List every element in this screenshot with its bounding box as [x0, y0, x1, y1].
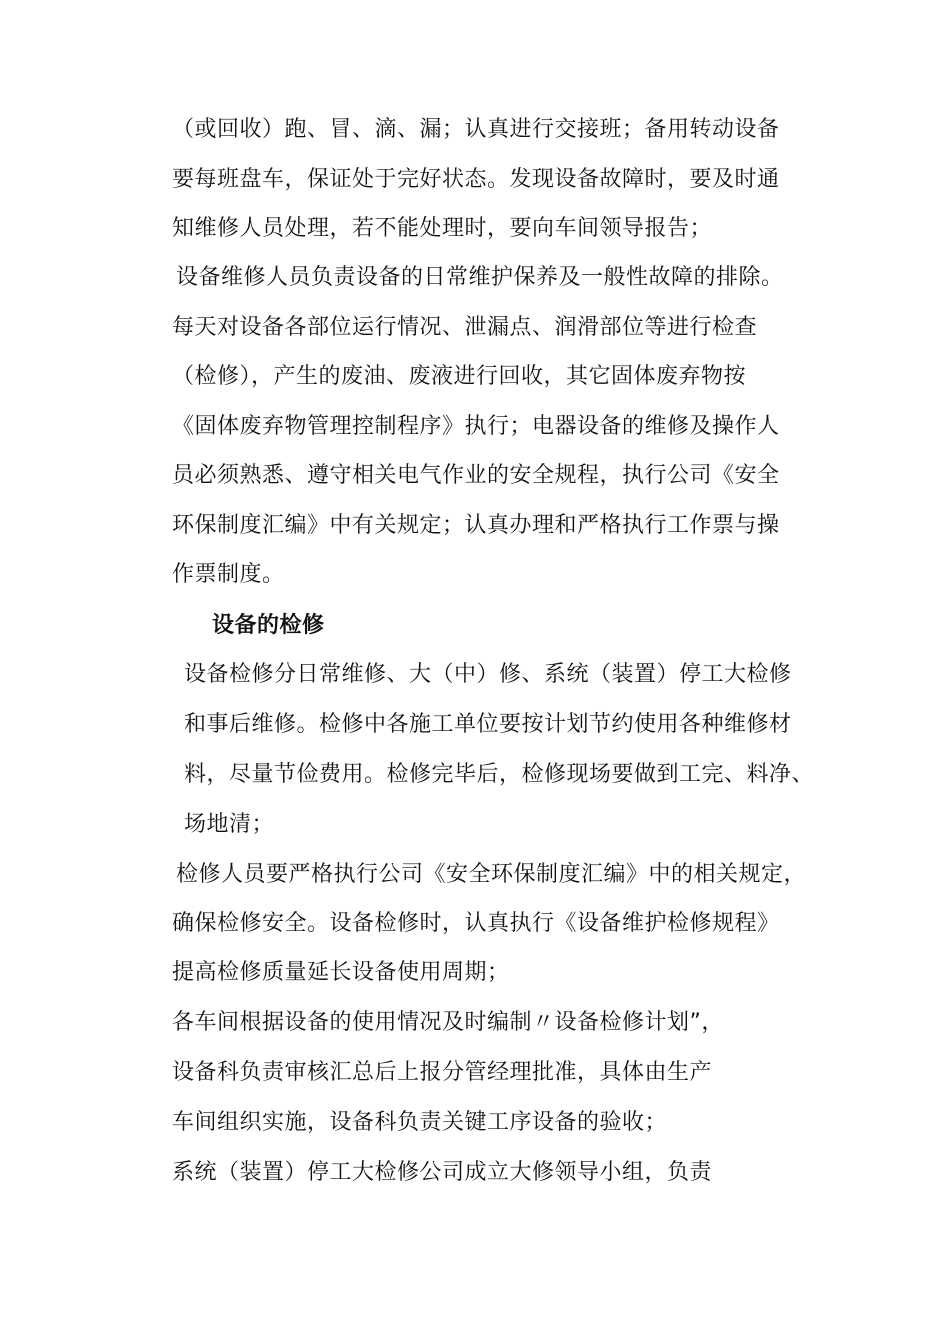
text-line: 作票制度。: [172, 562, 285, 587]
text-line: 设备检修分日常维修、大（中）修、系统（装置）停工大检修: [184, 662, 792, 687]
text-line: 检修人员要严格执行公司《安全环保制度汇编》中的相关规定，: [176, 862, 807, 887]
text-line: 车间组织实施，设备科负责关键工序设备的验收；: [172, 1110, 668, 1135]
text-line: 各车间根据设备的使用情况及时编制〃设备检修计划”，: [172, 1010, 724, 1035]
text-line: 知维修人员处理，若不能处理时，要向车间领导报告；: [172, 216, 713, 241]
text-line: 场地清；: [184, 812, 275, 837]
text-line: （或回收）跑、冒、滴、漏；认真进行交接班；备用转动设备: [172, 117, 780, 142]
text-line: 要每班盘车，保证处于完好状态。发现设备故障时，要及时通: [172, 167, 780, 192]
section-heading: 设备的检修: [212, 613, 325, 638]
text-line: 《固体废弃物管理控制程序》执行；电器设备的维修及操作人: [172, 414, 780, 439]
text-line: 环保制度汇编》中有关规定；认真办理和严格执行工作票与操: [172, 513, 780, 538]
text-line: 系统（装置）停工大检修公司成立大修领导小组，负责: [172, 1160, 713, 1185]
text-line: 和事后维修。检修中各施工单位要按计划节约使用各种维修材: [184, 712, 792, 737]
text-line: （检修），产生的废油、废液进行回收，其它固体废弃物按: [172, 364, 747, 389]
text-line: 设备维修人员负责设备的日常维护保养及一般性故障的排除。: [176, 265, 784, 290]
text-line: 料，尽量节俭费用。检修完毕后，检修现场要做到工完、料净、: [184, 762, 815, 787]
text-line: 员必须熟悉、遵守相关电气作业的安全规程，执行公司《安全: [172, 463, 780, 488]
text-line: 设备科负责审核汇总后上报分管经理批准，具体由生产: [172, 1060, 713, 1085]
text-line: 每天对设备各部位运行情况、泄漏点、润滑部位等进行检查: [172, 315, 758, 340]
text-line: 确保检修安全。设备检修时，认真执行《设备维护检修规程》: [172, 911, 780, 936]
text-line: 提高检修质量延长设备使用周期；: [172, 960, 510, 985]
